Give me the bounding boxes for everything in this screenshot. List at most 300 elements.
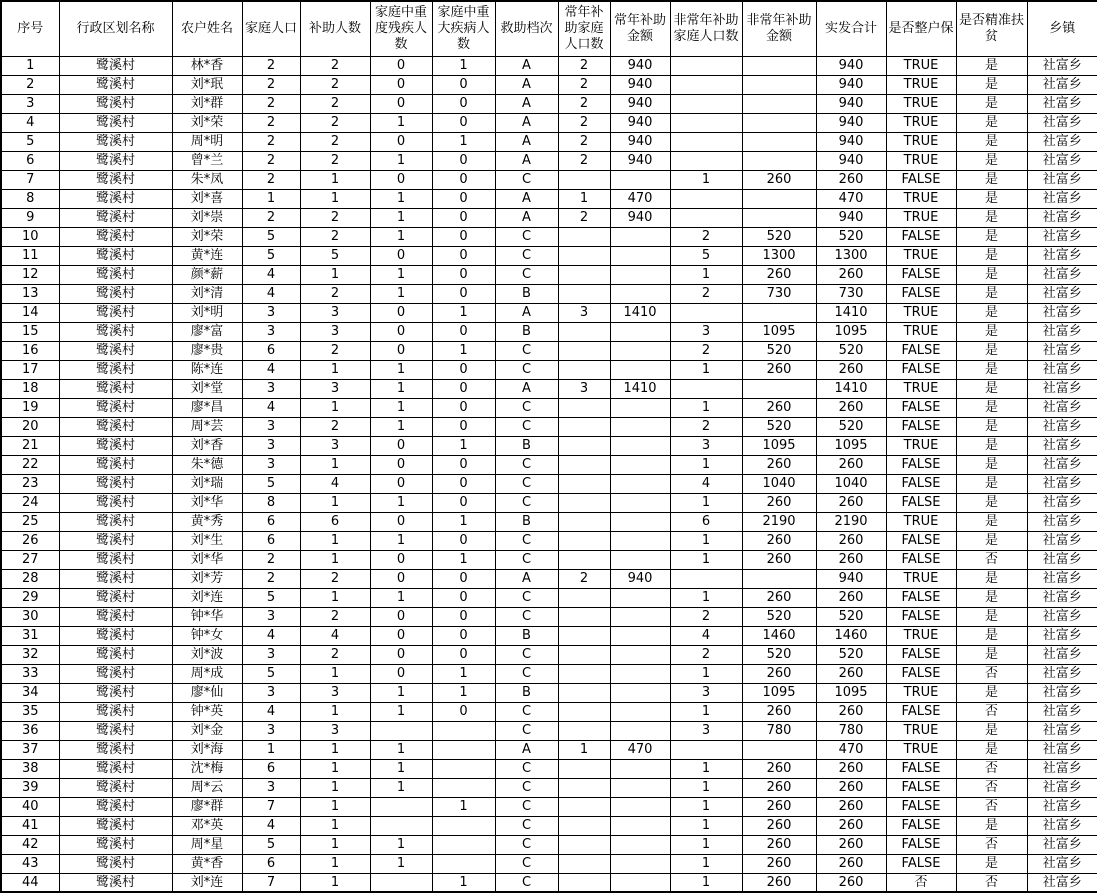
table-cell: 940 [610, 56, 670, 75]
table-cell: 鹭溪村 [59, 873, 172, 892]
table-cell [610, 531, 670, 550]
table-cell [432, 740, 495, 759]
table-cell [558, 398, 610, 417]
table-cell: 1 [370, 265, 432, 284]
table-cell: 1 [370, 759, 432, 778]
table-cell: 廖*富 [172, 322, 242, 341]
table-cell: 470 [610, 740, 670, 759]
table-cell: 社富乡 [1027, 873, 1097, 892]
table-cell: 周*星 [172, 835, 242, 854]
table-cell: 1 [432, 873, 495, 892]
table-cell: 刘*连 [172, 873, 242, 892]
table-row [1, 455, 1097, 474]
table-cell: 0 [432, 474, 495, 493]
table-cell [742, 569, 816, 588]
table-row [1, 56, 1097, 75]
table-cell: 鹭溪村 [59, 721, 172, 740]
table-cell: 2 [670, 284, 742, 303]
table-cell: 2 [558, 75, 610, 94]
table-cell: 是 [956, 588, 1027, 607]
table-cell: 260 [742, 265, 816, 284]
table-cell: 社富乡 [1027, 778, 1097, 797]
table-cell: 520 [742, 645, 816, 664]
table-cell: 刘*华 [172, 550, 242, 569]
table-cell: 1 [432, 436, 495, 455]
table-cell: 260 [816, 531, 886, 550]
table-cell: 1095 [816, 683, 886, 702]
table-cell: FALSE [886, 455, 956, 474]
table-cell: 鹭溪村 [59, 740, 172, 759]
table-cell: 1 [370, 208, 432, 227]
table-cell: 18 [1, 379, 59, 398]
table-cell: 41 [1, 816, 59, 835]
table-cell: 是 [956, 626, 1027, 645]
table-cell: 940 [816, 151, 886, 170]
table-cell: TRUE [886, 208, 956, 227]
table-cell: 是 [956, 322, 1027, 341]
table-cell: 1 [558, 189, 610, 208]
table-cell: 0 [432, 398, 495, 417]
table-cell: TRUE [886, 113, 956, 132]
table-cell: 社富乡 [1027, 303, 1097, 322]
table-cell: 940 [610, 113, 670, 132]
table-cell: 鹭溪村 [59, 113, 172, 132]
table-cell: 2 [242, 132, 300, 151]
table-cell: FALSE [886, 417, 956, 436]
table-cell: 1 [300, 702, 370, 721]
table-cell: 2 [558, 208, 610, 227]
table-cell: 2 [242, 170, 300, 189]
table-cell: 鹭溪村 [59, 550, 172, 569]
table-cell: 鹭溪村 [59, 265, 172, 284]
table-cell: 鹭溪村 [59, 284, 172, 303]
table-cell: 社富乡 [1027, 132, 1097, 151]
table-row [1, 569, 1097, 588]
table-cell: 1 [300, 455, 370, 474]
table-cell: C [495, 797, 558, 816]
table-cell: 27 [1, 550, 59, 569]
table-cell [670, 303, 742, 322]
table-cell [558, 816, 610, 835]
header-cell: 序号 [1, 1, 59, 56]
table-cell: 0 [432, 417, 495, 436]
table-cell: A [495, 569, 558, 588]
table-row [1, 322, 1097, 341]
table-cell: 940 [610, 208, 670, 227]
table-cell: 13 [1, 284, 59, 303]
table-cell: 是 [956, 417, 1027, 436]
table-cell: 否 [956, 664, 1027, 683]
table-cell: TRUE [886, 626, 956, 645]
table-cell: 940 [816, 208, 886, 227]
table-cell: 是 [956, 246, 1027, 265]
table-cell: C [495, 341, 558, 360]
table-row [1, 75, 1097, 94]
table-cell: 社富乡 [1027, 588, 1097, 607]
table-cell [742, 94, 816, 113]
table-cell: 是 [956, 208, 1027, 227]
table-cell: 470 [816, 189, 886, 208]
table-cell: 3 [242, 778, 300, 797]
table-cell: 940 [610, 132, 670, 151]
header-cell: 是否精准扶贫 [956, 1, 1027, 56]
table-cell [558, 588, 610, 607]
table-cell: 0 [370, 626, 432, 645]
table-cell: 0 [370, 56, 432, 75]
table-cell: 260 [742, 455, 816, 474]
table-cell: 鹭溪村 [59, 702, 172, 721]
table-row [1, 797, 1097, 816]
table-cell: 5 [300, 246, 370, 265]
table-cell: 1 [432, 341, 495, 360]
table-cell: 4 [670, 474, 742, 493]
table-cell: B [495, 512, 558, 531]
table-cell: 2 [242, 56, 300, 75]
table-cell: TRUE [886, 56, 956, 75]
table-cell: 是 [956, 740, 1027, 759]
table-cell: 0 [370, 569, 432, 588]
table-cell: 0 [370, 607, 432, 626]
table-cell: 520 [742, 341, 816, 360]
table-cell: B [495, 284, 558, 303]
table-cell: 1 [670, 360, 742, 379]
table-row [1, 113, 1097, 132]
table-cell [610, 797, 670, 816]
table-cell [742, 740, 816, 759]
table-cell: 1 [432, 56, 495, 75]
table-cell: FALSE [886, 398, 956, 417]
table-cell: 鹭溪村 [59, 607, 172, 626]
table-cell: 1 [300, 835, 370, 854]
table-cell: 3 [242, 436, 300, 455]
table-cell: 1 [370, 417, 432, 436]
table-cell: 5 [1, 132, 59, 151]
table-cell: 社富乡 [1027, 683, 1097, 702]
table-cell: 社富乡 [1027, 759, 1097, 778]
table-cell: 7 [1, 170, 59, 189]
table-cell: 2 [300, 569, 370, 588]
table-cell: 社富乡 [1027, 436, 1097, 455]
table-cell [742, 56, 816, 75]
table-cell: 1 [670, 816, 742, 835]
table-cell: 2 [300, 284, 370, 303]
table-cell: TRUE [886, 132, 956, 151]
table-cell: 社富乡 [1027, 531, 1097, 550]
header-cell: 补助人数 [300, 1, 370, 56]
table-row [1, 303, 1097, 322]
table-cell: 20 [1, 417, 59, 436]
header-cell: 实发合计 [816, 1, 886, 56]
table-cell: 260 [816, 455, 886, 474]
table-cell: 780 [742, 721, 816, 740]
table-cell: 38 [1, 759, 59, 778]
table-cell: FALSE [886, 816, 956, 835]
table-cell: 4 [242, 265, 300, 284]
table-cell: 730 [816, 284, 886, 303]
table-cell: 6 [242, 759, 300, 778]
table-cell: 2 [558, 151, 610, 170]
table-cell [742, 189, 816, 208]
table-cell: 社富乡 [1027, 740, 1097, 759]
table-cell: 刘*海 [172, 740, 242, 759]
table-cell: 1 [670, 398, 742, 417]
table-cell: 朱*德 [172, 455, 242, 474]
table-cell: 0 [370, 132, 432, 151]
table-cell: 0 [432, 360, 495, 379]
table-cell [558, 873, 610, 892]
table-cell: 1 [300, 816, 370, 835]
table-cell: 社富乡 [1027, 94, 1097, 113]
table-cell: 4 [242, 360, 300, 379]
header-cell: 是否整户保 [886, 1, 956, 56]
table-cell: 0 [370, 94, 432, 113]
table-cell: 0 [432, 455, 495, 474]
table-cell: 3 [670, 721, 742, 740]
table-cell: 940 [610, 151, 670, 170]
table-cell [670, 189, 742, 208]
table-cell: FALSE [886, 854, 956, 873]
table-cell [558, 778, 610, 797]
table-cell: 1 [670, 778, 742, 797]
table-cell: 0 [370, 341, 432, 360]
table-cell: 鹭溪村 [59, 645, 172, 664]
table-cell: 19 [1, 398, 59, 417]
table-cell [610, 436, 670, 455]
table-cell [610, 360, 670, 379]
table-cell: 260 [816, 816, 886, 835]
table-cell: 260 [742, 170, 816, 189]
table-cell: 4 [242, 702, 300, 721]
table-cell: 6 [300, 512, 370, 531]
table-cell: 1095 [816, 436, 886, 455]
table-cell: 1 [670, 759, 742, 778]
table-cell: C [495, 398, 558, 417]
table-cell [558, 284, 610, 303]
table-cell: 4 [242, 398, 300, 417]
table-cell: TRUE [886, 379, 956, 398]
table-cell: 社富乡 [1027, 512, 1097, 531]
table-cell [558, 645, 610, 664]
table-cell: 是 [956, 398, 1027, 417]
table-cell: 是 [956, 341, 1027, 360]
table-cell: 鹭溪村 [59, 341, 172, 360]
table-cell: 520 [816, 645, 886, 664]
table-cell: 3 [300, 683, 370, 702]
table-cell: 廖*贵 [172, 341, 242, 360]
table-cell: 1 [670, 702, 742, 721]
table-row [1, 835, 1097, 854]
table-cell: 940 [816, 56, 886, 75]
table-header [1, 1, 1097, 56]
table-row [1, 873, 1097, 892]
table-cell: 刘*荣 [172, 113, 242, 132]
table-cell: 否 [956, 835, 1027, 854]
table-cell [610, 550, 670, 569]
table-row [1, 854, 1097, 873]
table-cell [670, 379, 742, 398]
table-cell: 520 [742, 227, 816, 246]
table-cell: 否 [956, 778, 1027, 797]
table-cell: 2 [300, 132, 370, 151]
table-cell: 1 [370, 854, 432, 873]
table-cell: 廖*群 [172, 797, 242, 816]
table-row [1, 626, 1097, 645]
table-cell: 社富乡 [1027, 284, 1097, 303]
table-row [1, 379, 1097, 398]
table-cell: 940 [816, 94, 886, 113]
table-cell: B [495, 683, 558, 702]
table-cell: FALSE [886, 265, 956, 284]
table-cell: C [495, 493, 558, 512]
table-cell: 1 [370, 740, 432, 759]
table-row [1, 417, 1097, 436]
table-cell: 6 [1, 151, 59, 170]
table-cell: FALSE [886, 778, 956, 797]
table-cell: 2 [300, 208, 370, 227]
table-cell: 鹭溪村 [59, 759, 172, 778]
table-cell: C [495, 265, 558, 284]
table-cell: 780 [816, 721, 886, 740]
table-cell: 4 [242, 284, 300, 303]
table-cell: 1 [300, 189, 370, 208]
table-cell: 是 [956, 683, 1027, 702]
table-cell: 260 [742, 588, 816, 607]
table-cell: 鹭溪村 [59, 94, 172, 113]
table-cell: TRUE [886, 512, 956, 531]
table-cell: A [495, 189, 558, 208]
table-cell: 8 [1, 189, 59, 208]
table-cell: 1410 [610, 303, 670, 322]
table-cell: 940 [816, 75, 886, 94]
table-cell [610, 626, 670, 645]
table-cell [610, 170, 670, 189]
table-cell: FALSE [886, 835, 956, 854]
table-cell: 1 [300, 740, 370, 759]
table-cell: 1 [432, 797, 495, 816]
table-cell: 社富乡 [1027, 626, 1097, 645]
table-cell: 社富乡 [1027, 170, 1097, 189]
table-cell: TRUE [886, 151, 956, 170]
table-row [1, 759, 1097, 778]
table-cell: 260 [816, 664, 886, 683]
table-cell: 鹭溪村 [59, 569, 172, 588]
table-cell: 1 [670, 664, 742, 683]
table-cell: 0 [432, 569, 495, 588]
table-cell: 是 [956, 607, 1027, 626]
table-cell: 2 [558, 132, 610, 151]
table-cell: 5 [670, 246, 742, 265]
table-cell: 260 [816, 797, 886, 816]
table-cell: 37 [1, 740, 59, 759]
table-cell: 0 [432, 531, 495, 550]
table-cell: 是 [956, 436, 1027, 455]
table-cell: 2 [558, 569, 610, 588]
table-row [1, 227, 1097, 246]
table-row [1, 493, 1097, 512]
table-cell: 是 [956, 113, 1027, 132]
table-cell: 260 [816, 778, 886, 797]
table-cell [558, 265, 610, 284]
table-cell: 鹭溪村 [59, 816, 172, 835]
table-cell: 3 [1, 94, 59, 113]
table-cell: 1 [242, 740, 300, 759]
table-cell: 社富乡 [1027, 721, 1097, 740]
table-cell: 2 [242, 569, 300, 588]
table-cell: C [495, 474, 558, 493]
table-cell: 260 [742, 759, 816, 778]
table-cell [610, 645, 670, 664]
table-cell [610, 759, 670, 778]
table-cell: 29 [1, 588, 59, 607]
table-cell: A [495, 113, 558, 132]
table-cell: 470 [816, 740, 886, 759]
table-cell [370, 816, 432, 835]
table-cell: 0 [432, 170, 495, 189]
table-cell [432, 759, 495, 778]
table-cell: 2 [242, 208, 300, 227]
table-cell: 0 [370, 170, 432, 189]
table-cell: 31 [1, 626, 59, 645]
table-cell: 260 [816, 759, 886, 778]
table-cell: 刘*崇 [172, 208, 242, 227]
header-cell: 非常年补助金额 [742, 1, 816, 56]
table-cell [432, 816, 495, 835]
table-row [1, 550, 1097, 569]
table-cell: 2 [670, 341, 742, 360]
table-cell: 2 [300, 227, 370, 246]
table-cell: 260 [816, 835, 886, 854]
table-cell: 钟*华 [172, 607, 242, 626]
table-cell [558, 664, 610, 683]
table-row [1, 246, 1097, 265]
table-cell: 社富乡 [1027, 702, 1097, 721]
table-row [1, 702, 1097, 721]
table-cell: C [495, 170, 558, 189]
table-cell: B [495, 626, 558, 645]
table-cell: 鹭溪村 [59, 474, 172, 493]
table-cell: 鹭溪村 [59, 379, 172, 398]
table-cell: A [495, 75, 558, 94]
table-cell: 1 [670, 170, 742, 189]
table-cell: 2 [670, 227, 742, 246]
table-cell: FALSE [886, 550, 956, 569]
table-cell: 15 [1, 322, 59, 341]
table-cell: 颜*薪 [172, 265, 242, 284]
table-cell: 是 [956, 170, 1027, 189]
table-cell: 14 [1, 303, 59, 322]
table-cell: 否 [956, 873, 1027, 892]
table-cell: 0 [432, 113, 495, 132]
table-cell: FALSE [886, 531, 956, 550]
table-cell: 4 [300, 474, 370, 493]
table-cell: 0 [432, 94, 495, 113]
table-cell: FALSE [886, 702, 956, 721]
table-cell [610, 341, 670, 360]
table-cell: 260 [742, 531, 816, 550]
table-cell: 廖*昌 [172, 398, 242, 417]
table-cell: 鹭溪村 [59, 493, 172, 512]
table-cell [558, 550, 610, 569]
table-row [1, 341, 1097, 360]
table-cell: 社富乡 [1027, 398, 1097, 417]
table-cell: TRUE [886, 436, 956, 455]
table-cell: C [495, 759, 558, 778]
table-cell [610, 512, 670, 531]
table-cell: 是 [956, 854, 1027, 873]
table-cell: 2 [300, 645, 370, 664]
table-cell: 邓*英 [172, 816, 242, 835]
table-cell: 0 [432, 208, 495, 227]
